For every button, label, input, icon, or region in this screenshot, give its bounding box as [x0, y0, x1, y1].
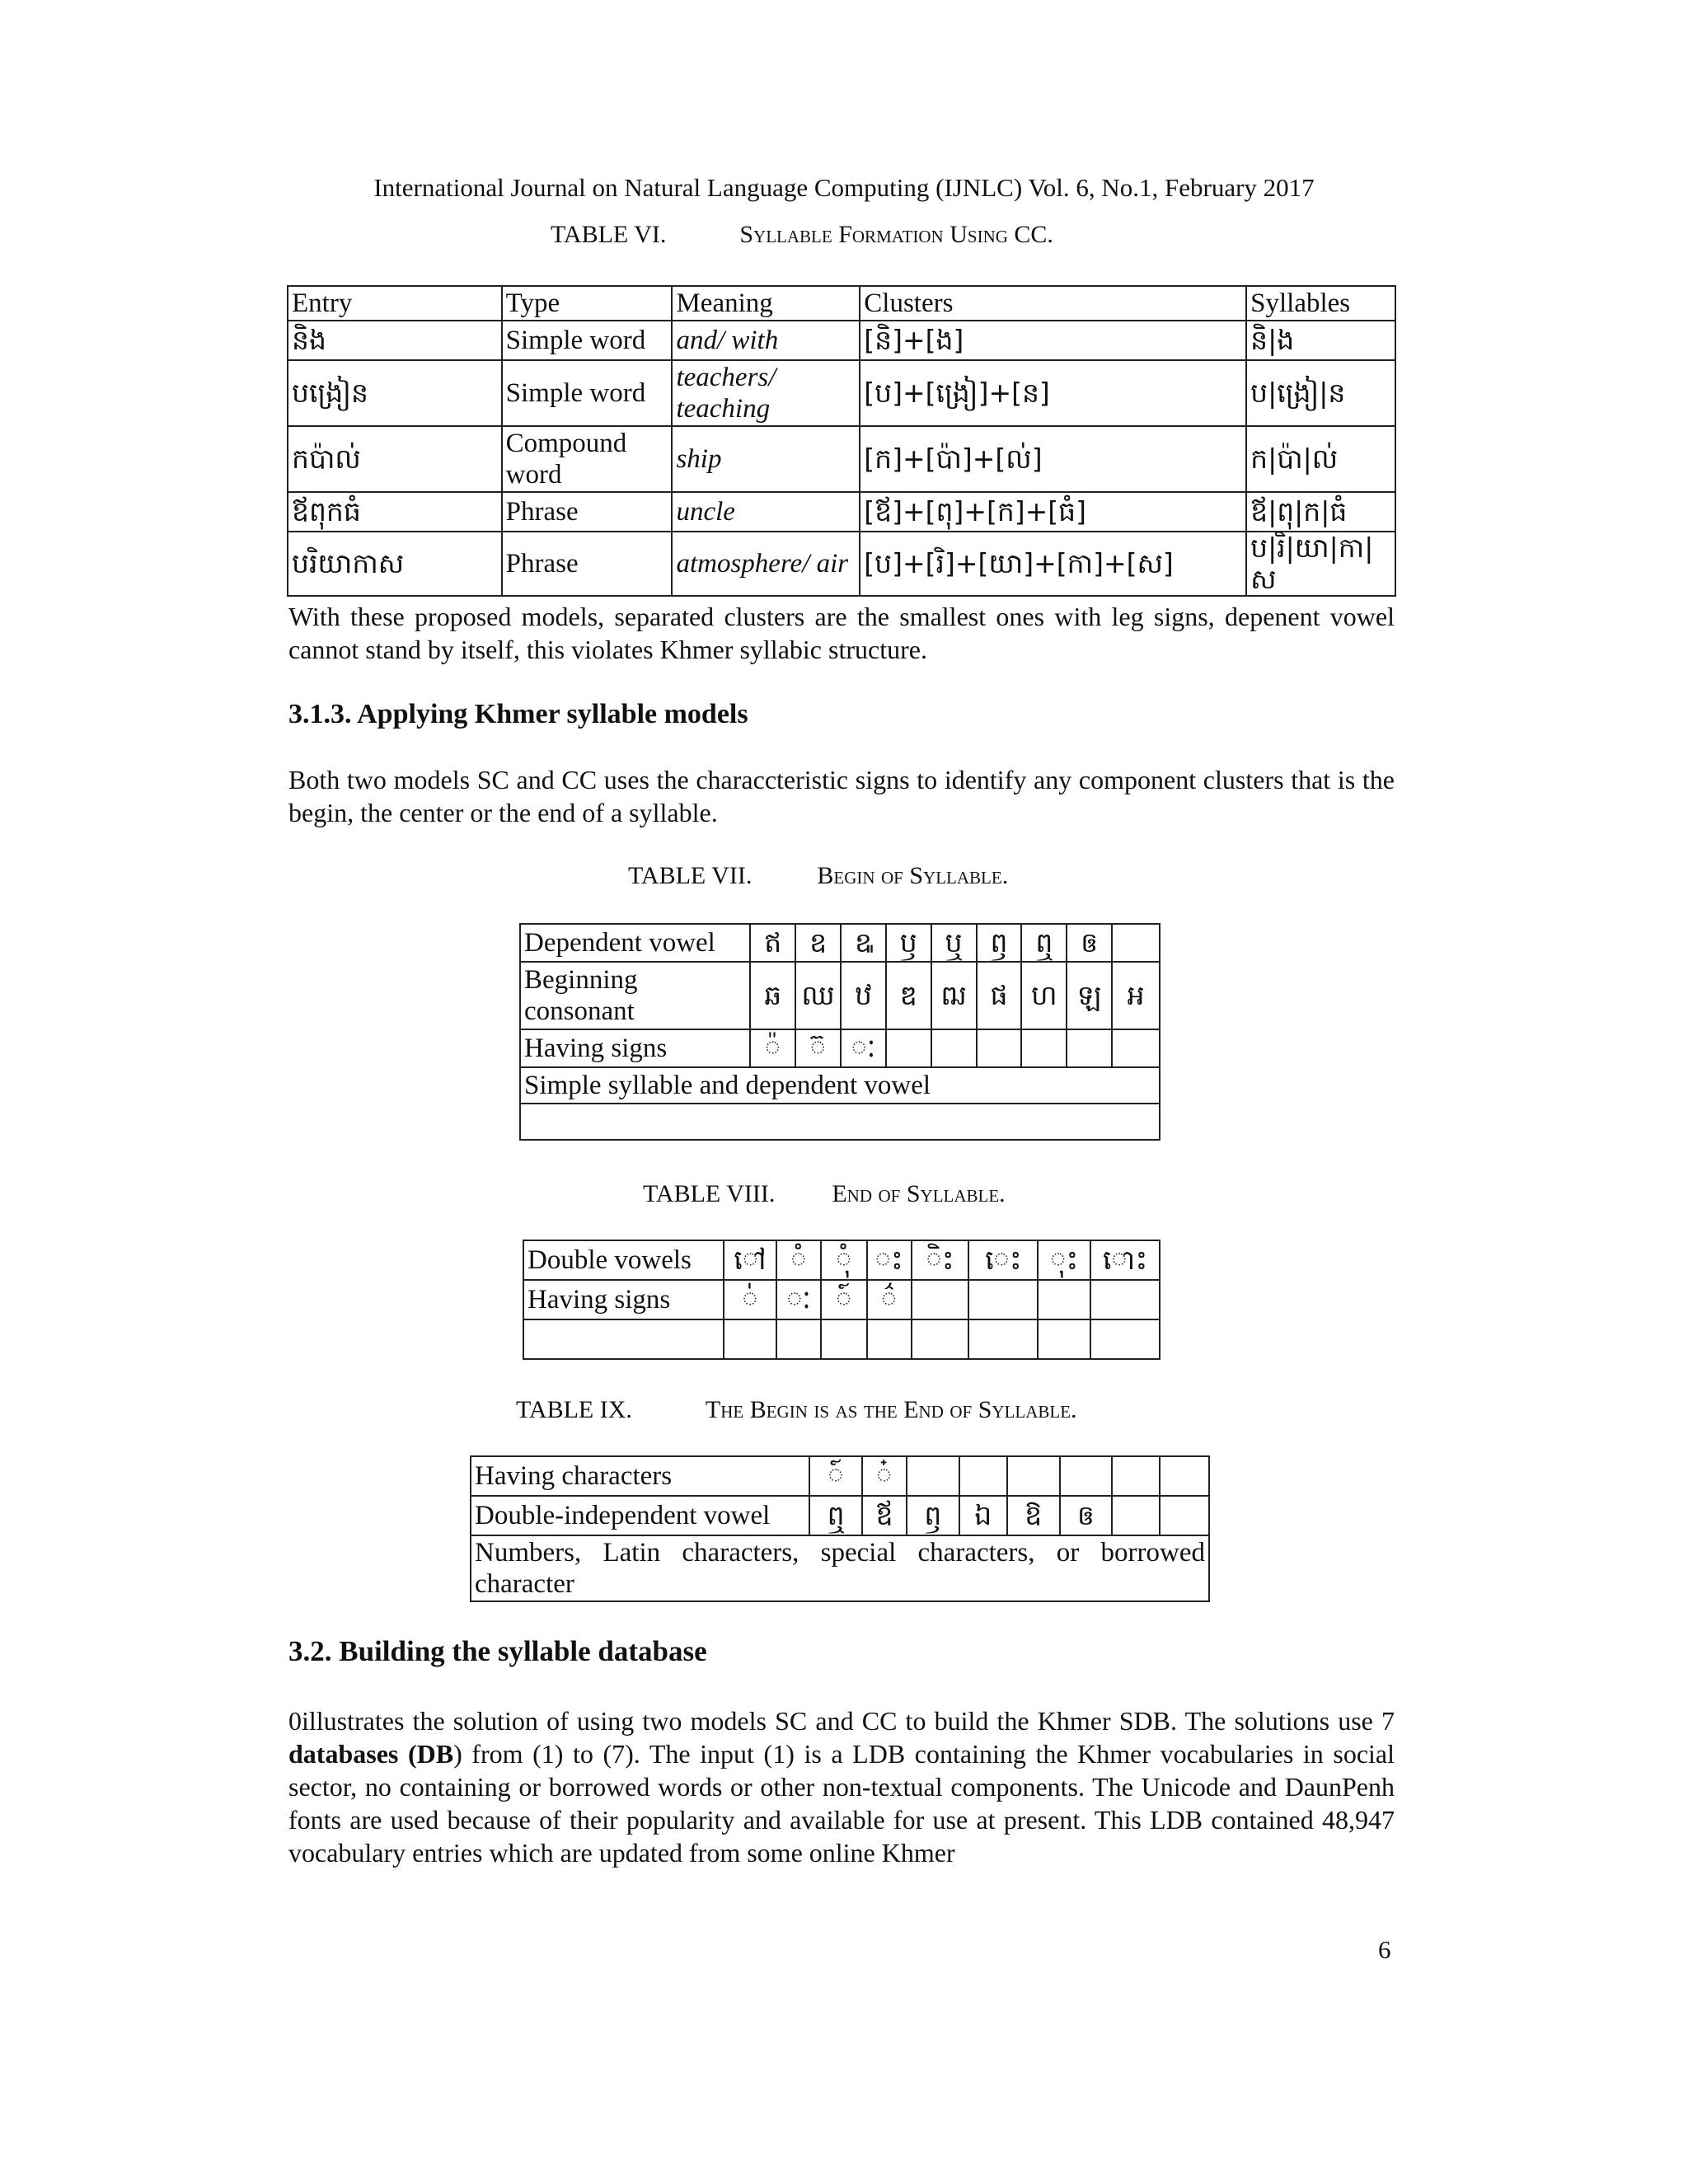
char-cell: ឥ	[750, 924, 795, 962]
table6-header-cell: Syllables	[1246, 286, 1395, 321]
char-cell: ឬ	[931, 924, 977, 962]
char-cell: ឈ	[795, 962, 841, 1029]
char-cell	[1112, 1496, 1160, 1535]
section-heading: 3.1.3. Applying Khmer syllable models	[288, 699, 748, 729]
table8-caption	[643, 1180, 1006, 1208]
char-cell: ឆ	[750, 962, 795, 1029]
paragraph: Both two models SC and CC uses the characcteristic signs to identify any component clusters that is the begin, the center or the end of a syllable.	[288, 765, 1395, 827]
meaning-cell: and/ with	[672, 321, 860, 360]
para3-bold-text: databases (DB	[288, 1739, 454, 1769]
empty-cell	[724, 1319, 776, 1359]
char-cell	[1021, 1029, 1067, 1067]
table7-caption	[628, 862, 1008, 890]
char-cell	[907, 1456, 959, 1496]
meaning-cell: atmosphere/ air	[672, 532, 860, 596]
char-cell: ៅ	[724, 1240, 776, 1280]
char-cell: ឭ	[907, 1496, 959, 1535]
char-cell: ឫ	[886, 924, 931, 962]
table-row	[288, 426, 1395, 492]
entry-cell: បង្រៀន	[288, 360, 502, 426]
syllables-cell: និ|ង	[1246, 321, 1395, 360]
char-cell: ឱ	[1007, 1496, 1060, 1535]
char-cell: ៌	[867, 1280, 912, 1319]
char-cell: ៉	[750, 1029, 795, 1067]
char-cell: ឋ	[841, 962, 886, 1029]
row-label: Double-independent vowel	[471, 1496, 809, 1535]
row-label: Having signs	[520, 1029, 750, 1067]
char-cell: ឲ	[1067, 924, 1112, 962]
char-cell	[1090, 1280, 1160, 1319]
table6-header-row	[288, 286, 1395, 321]
table-row	[520, 924, 1160, 962]
syllables-cell: ប|ង្រៀ|ន	[1246, 360, 1395, 426]
entry-cell: បរិយាកាស	[288, 532, 502, 596]
char-cell	[977, 1029, 1022, 1067]
char-cell: ឩ	[841, 924, 886, 962]
clusters-cell: [ឪ]+[ពុ]+[ក]+[ធំ]	[860, 492, 1246, 532]
empty-cell	[968, 1319, 1038, 1359]
char-cell: ៍	[821, 1280, 867, 1319]
table-row	[520, 1029, 1160, 1067]
paragraph: With these proposed models, separated clusters are the smallest ones with leg signs, depenent vowel cannot stand by itself, this violates Khmer syllabic structure.	[288, 602, 1395, 664]
empty-cell	[520, 1104, 1160, 1140]
empty-cell	[912, 1319, 969, 1359]
syllables-cell: ក|ប៉ា|ល់	[1246, 426, 1395, 492]
table6	[287, 285, 1396, 597]
empty-cell	[1038, 1319, 1090, 1359]
table-row	[523, 1240, 1160, 1280]
para3-text-a: 0illustrates the solution of using two models SC and CC to build the Khmer SDB. The solutions use 7	[288, 1706, 1395, 1736]
char-cell: ៊	[795, 1029, 841, 1067]
type-cell: Simple word	[502, 321, 673, 360]
char-cell	[1160, 1456, 1209, 1496]
char-cell: ឌ	[886, 962, 931, 1029]
table-row	[523, 1319, 1160, 1359]
table8-label: TABLE VIII.	[643, 1180, 776, 1207]
clusters-cell: [និ]+[ង]	[860, 321, 1246, 360]
char-cell	[1038, 1280, 1090, 1319]
table9	[470, 1455, 1210, 1602]
table-row	[288, 321, 1395, 360]
page-number: 6	[1378, 1935, 1391, 1964]
meaning-cell: uncle	[672, 492, 860, 532]
entry-cell: កប៉ាល់	[288, 426, 502, 492]
char-cell: ឭ	[977, 924, 1022, 962]
char-cell: ៍	[809, 1456, 862, 1496]
table6-header-cell: Meaning	[672, 286, 860, 321]
table-row	[288, 492, 1395, 532]
char-cell: េះ	[968, 1240, 1038, 1280]
char-cell	[931, 1029, 977, 1067]
char-cell: ហ	[1021, 962, 1067, 1029]
row-label: Dependent vowel	[520, 924, 750, 962]
table6-title: Syllable Formation Using CC.	[739, 221, 1053, 248]
table7-footer: Simple syllable and dependent vowel	[520, 1067, 1160, 1104]
char-cell: ឪ	[862, 1496, 907, 1535]
table6-header-cell: Type	[502, 286, 673, 321]
syllables-cell: ប|រិ|យា|កា|ស	[1246, 532, 1395, 596]
table-row	[523, 1280, 1160, 1319]
table8	[523, 1240, 1160, 1360]
char-cell	[1112, 1456, 1160, 1496]
clusters-cell: [ប]+[ង្រៀ]+[ន]	[860, 360, 1246, 426]
table9-label: TABLE IX.	[516, 1396, 632, 1423]
para3-text-b: ) from (1) to (7). The input (1) is a LDB containing the Khmer vocabularies in social sector, no containing or borrowed words or other non-textual components. The Unicode and DaunPenh fonts are used because of their popularity and available for use at present. This LDB contained 48,947 vocabulary entries which are updated from some online Khmer	[288, 1739, 1395, 1868]
table6-label: TABLE VI.	[551, 221, 667, 248]
type-cell: Phrase	[502, 532, 673, 596]
journal-header: International Journal on Natural Language Computing (IJNLC) Vol. 6, No.1, February 2017	[373, 173, 1315, 202]
table-row	[520, 1067, 1160, 1104]
table9-footer: Numbers, Latin characters, special characters, or borrowed character	[471, 1535, 1209, 1601]
row-label: Beginning consonant	[520, 962, 750, 1029]
char-cell: ឡ	[1067, 962, 1112, 1029]
row-label: Having characters	[471, 1456, 809, 1496]
type-cell: Compound word	[502, 426, 673, 492]
char-cell	[1067, 1029, 1112, 1067]
empty-cell	[523, 1319, 724, 1359]
table9-caption	[516, 1396, 1077, 1424]
char-cell	[959, 1456, 1007, 1496]
char-cell	[886, 1029, 931, 1067]
char-cell: ផ	[977, 962, 1022, 1029]
char-cell: ឧ	[795, 924, 841, 962]
table6-header-cell: Entry	[288, 286, 502, 321]
entry-cell: ឪពុកធំ	[288, 492, 502, 532]
char-cell: ុះ	[1038, 1240, 1090, 1280]
syllables-cell: ឪ|ពុ|ក|ធំ	[1246, 492, 1395, 532]
char-cell	[1007, 1456, 1060, 1496]
table8-title: End of Syllable.	[832, 1180, 1006, 1207]
char-cell	[1160, 1496, 1209, 1535]
row-label: Having signs	[523, 1280, 724, 1319]
char-cell: ៎	[862, 1456, 907, 1496]
char-cell: ៈ	[841, 1029, 886, 1067]
table6-caption	[551, 221, 1053, 249]
empty-cell	[821, 1319, 867, 1359]
table-row	[471, 1496, 1209, 1535]
table6-header-cell: Clusters	[860, 286, 1246, 321]
char-cell: ះ	[867, 1240, 912, 1280]
char-cell: ឮ	[1021, 924, 1067, 962]
table-row	[471, 1456, 1209, 1496]
table7-label: TABLE VII.	[628, 862, 753, 889]
type-cell: Phrase	[502, 492, 673, 532]
char-cell: ោះ	[1090, 1240, 1160, 1280]
char-cell: ឲ	[1060, 1496, 1113, 1535]
char-cell: ៈ	[776, 1280, 821, 1319]
type-cell: Simple word	[502, 360, 673, 426]
char-cell	[912, 1280, 969, 1319]
char-cell: ិះ	[912, 1240, 969, 1280]
char-cell	[1060, 1456, 1113, 1496]
char-cell: ឍ	[931, 962, 977, 1029]
meaning-cell: teachers/ teaching	[672, 360, 860, 426]
table9-title: The Begin is as the End of Syllable.	[705, 1396, 1077, 1423]
clusters-cell: [ប]+[រិ]+[យា]+[កា]+[ស]	[860, 532, 1246, 596]
char-cell: អ	[1112, 962, 1160, 1029]
char-cell: ់	[724, 1280, 776, 1319]
table-row	[520, 1104, 1160, 1140]
char-cell: ំ	[776, 1240, 821, 1280]
empty-cell	[1090, 1319, 1160, 1359]
empty-cell	[867, 1319, 912, 1359]
char-cell: ុំ	[821, 1240, 867, 1280]
entry-cell: និង	[288, 321, 502, 360]
paragraph	[288, 1704, 1395, 1869]
table-row	[520, 962, 1160, 1029]
meaning-cell: ship	[672, 426, 860, 492]
table-row	[288, 532, 1395, 596]
row-label: Double vowels	[523, 1240, 724, 1280]
char-cell	[968, 1280, 1038, 1319]
empty-cell	[776, 1319, 821, 1359]
table7	[519, 923, 1160, 1141]
char-cell: ឮ	[809, 1496, 862, 1535]
char-cell	[1112, 924, 1160, 962]
table-row	[471, 1535, 1209, 1601]
char-cell: ឯ	[959, 1496, 1007, 1535]
table7-title: Begin of Syllable.	[817, 862, 1009, 889]
char-cell	[1112, 1029, 1160, 1067]
table-row	[288, 360, 1395, 426]
section-heading: 3.2. Building the syllable database	[288, 1635, 707, 1667]
clusters-cell: [ក]+[ប៉ា]+[ល់]	[860, 426, 1246, 492]
